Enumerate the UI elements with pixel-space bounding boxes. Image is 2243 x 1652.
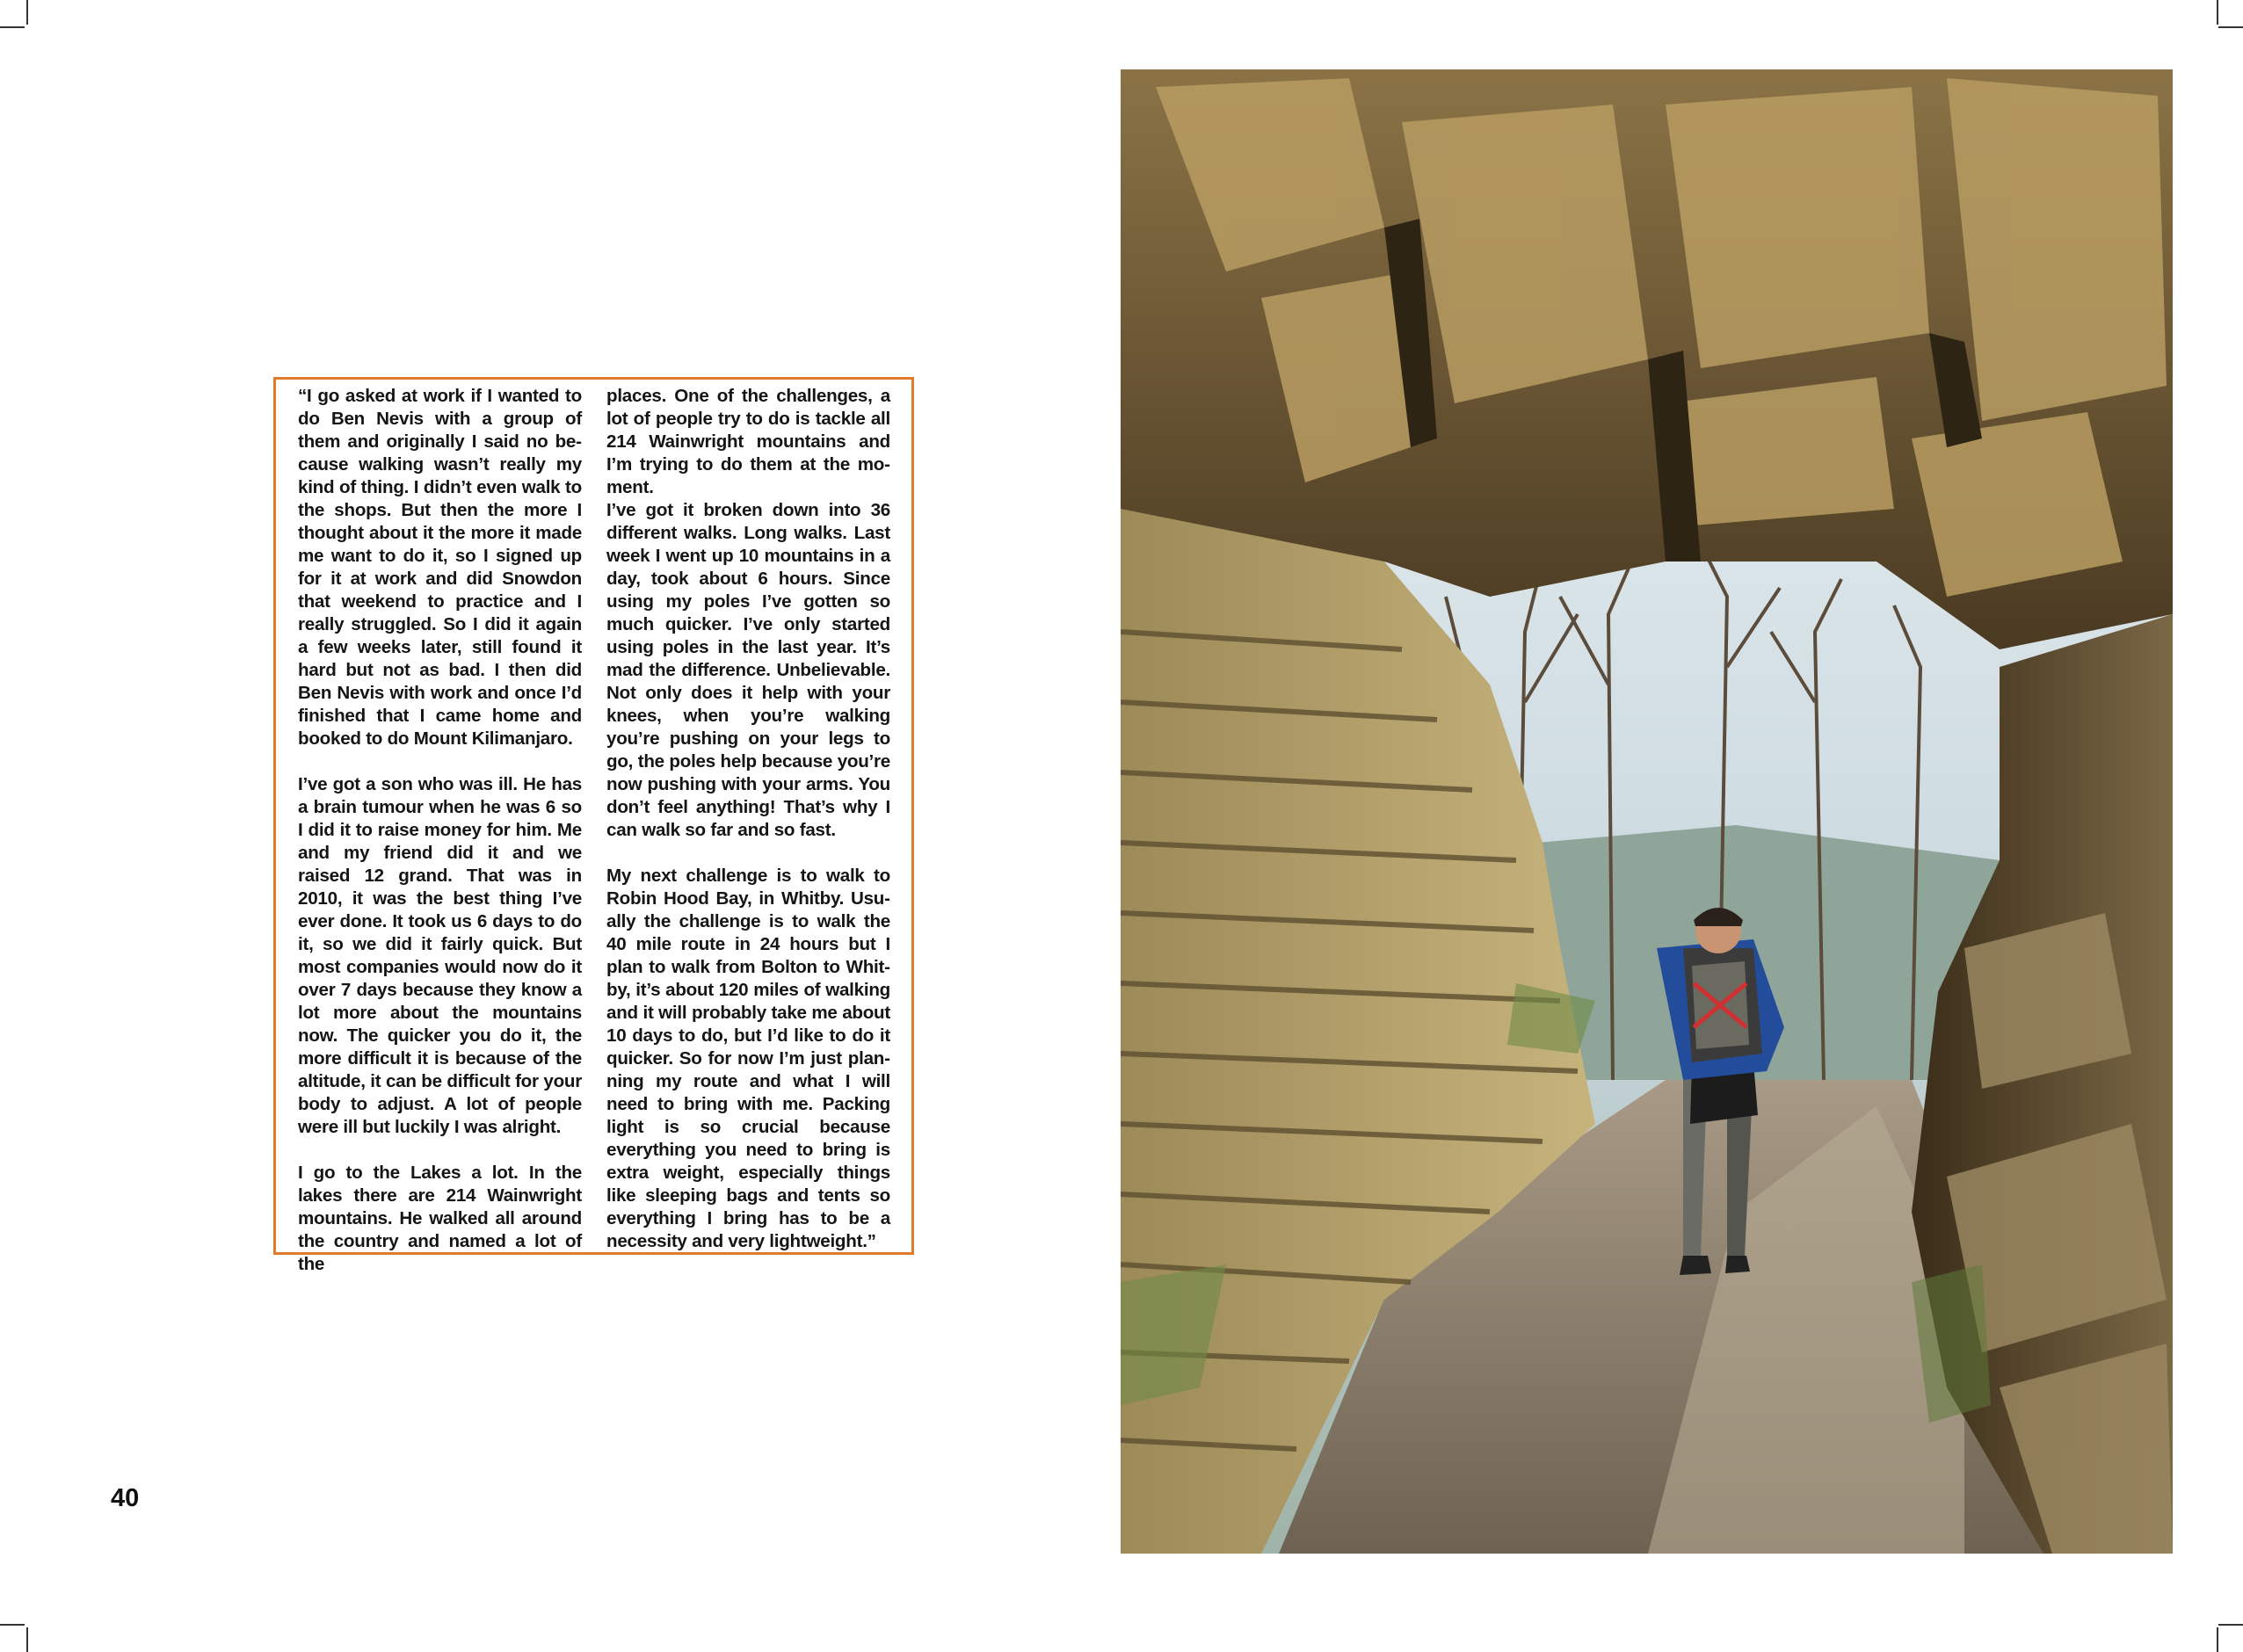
article-paragraph: My next challenge is to walk to Robin Hood Bay, in Whitby. Usually the challenge is to walk the 40 mile route in 24 hours but I plan to walk from Bolton to Whitby, it’s about 120 miles of walking and it will probably take me about 10 days to do, but I’d like to do it quicker. So for now I’m just planning my route and what I will need to bring with me. Packing light is so crucial because everything you need to bring is extra weight, especially things like sleeping bags and tents so everything I bring has to be a necessity and very lightweight.” [606,866,890,1251]
article-column-right [606,385,890,1253]
article-paragraph: places. One of the challenges, a lot of people try to do is tackle all 214 Wainwright mountains and I’m trying to do them at the moment. [606,386,890,497]
article-paragraph: I go to the Lakes a lot. In the lakes there are 214 Wainwright mountains. He walked all around the country and named a lot of the [298,1163,582,1274]
crop-mark [26,0,28,25]
crop-mark [0,26,25,28]
crop-mark [2217,1627,2218,1652]
article-text-box [273,377,914,1274]
article-column-left [298,385,582,1276]
article-paragraph: I’ve got a son who was ill. He has a brain tumour when he was 6 so I did it to raise money for him. Me and my friend did it and we raised 12 grand. That was in 2010, it was the best thing I’ve ever done. It took us 6 days to do it, so we did it fairly quick. But most companies would now do it over 7 days because they know a lot more about the mountains now. The quicker you do it, the more difficult it is because of the altitude, it can be difficult for your body to adjust. A lot of people were ill but luckily I was alright. [298,774,582,1137]
crop-mark [0,1624,25,1626]
hiker-cave-photo [1121,69,2173,1554]
article-paragraph: “I go asked at work if I wanted to do Ben Nevis with a group of them and originally I said no because walking wasn’t really my kind of thing. I didn’t even walk to the shops. But then the more I thought about it the more it made me want to do it, so I signed up for it at work and did Snowdon that weekend to practice and I really struggled. So I did it again a few weeks later, still found it hard but not as bad. I then did Ben Nevis with work and once I’d finished that I came home and booked to do Mount Kilimanjaro. [298,386,582,749]
crop-mark [26,1627,28,1652]
page-number: 40 [111,1484,140,1512]
crop-mark [2218,1624,2243,1626]
crop-mark [2218,26,2243,28]
crop-mark [2217,0,2218,25]
article-paragraph: I’ve got it broken down into 36 different walks. Long walks. Last week I went up 10 mountains in a day, took about 6 hours. Since using my poles I’ve gotten so much quicker. I’ve only started using poles in the last year. It’s mad the difference. Unbelievable. Not only does it help with your knees, when you’re walking you’re pushing on your legs to go, the poles help because you’re now pushing with your arms. You don’t feel anything! That’s why I can walk so far and so fast. [606,500,890,840]
